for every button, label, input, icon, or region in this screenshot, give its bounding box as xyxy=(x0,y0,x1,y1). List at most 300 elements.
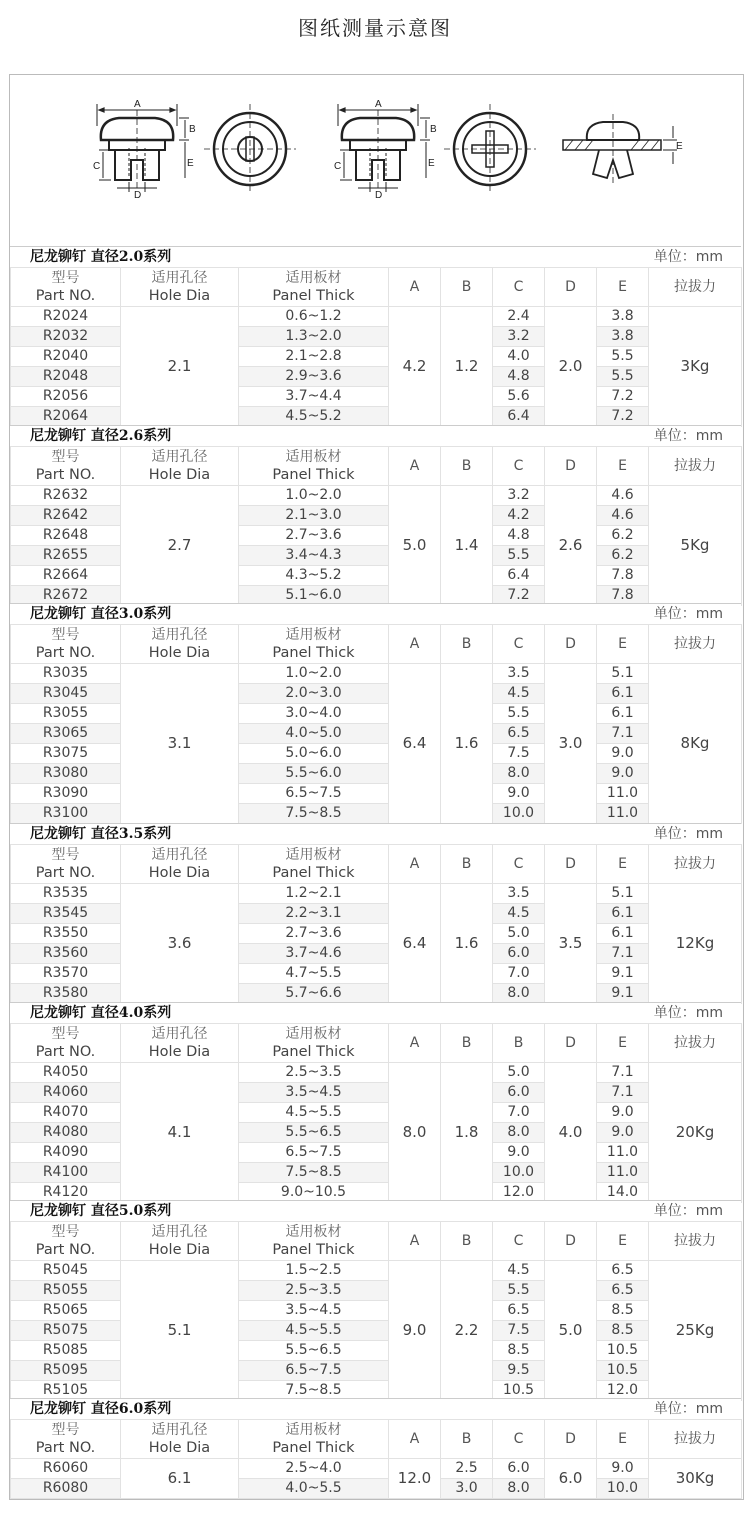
header-col-3: D xyxy=(545,625,597,664)
pull-force: 8Kg xyxy=(649,664,742,824)
header-cn: 型号 xyxy=(51,847,80,863)
dim-e: 10.5 xyxy=(597,1361,649,1381)
table-row xyxy=(11,964,742,984)
panel-thick: 3.4~4.3 xyxy=(239,546,389,566)
dim-d: 2.6 xyxy=(545,486,597,606)
dim-c: 6.5 xyxy=(493,724,545,744)
pull-force: 12Kg xyxy=(649,884,742,1004)
header-en: Part NO. xyxy=(35,865,96,881)
dim-a: 6.4 xyxy=(389,884,441,1004)
header-col-2: C xyxy=(493,625,545,664)
table-row xyxy=(11,664,742,684)
series-name: 尼龙铆钉 直径3.5系列 xyxy=(30,826,172,842)
header-pull-force: 拉拔力 xyxy=(649,447,742,486)
table-row xyxy=(11,1341,742,1361)
header-col-0: A xyxy=(389,1024,441,1063)
pull-force: 5Kg xyxy=(649,486,742,606)
header-pull-force: 拉拔力 xyxy=(649,845,742,884)
dim-c: 4.8 xyxy=(493,367,545,387)
dim-e: 11.0 xyxy=(597,1163,649,1183)
panel-thick: 1.2~2.1 xyxy=(239,884,389,904)
dim-c: 3.2 xyxy=(493,486,545,506)
dim-d: 2.0 xyxy=(545,307,597,427)
hole-dia: 6.1 xyxy=(121,1459,239,1499)
dim-c: 6.0 xyxy=(493,944,545,964)
header-hole-dia xyxy=(121,447,239,486)
dim-e: 7.1 xyxy=(597,944,649,964)
series-block-0 xyxy=(10,246,741,427)
panel-thick: 4.0~5.5 xyxy=(239,1479,389,1499)
panel-thick: 6.5~7.5 xyxy=(239,784,389,804)
series-table xyxy=(10,1221,742,1401)
header-en: Panel Thick xyxy=(272,1440,355,1456)
dim-c: 4.0 xyxy=(493,347,545,367)
dim-c: 6.4 xyxy=(493,407,545,427)
page-title: 图纸测量示意图 xyxy=(298,16,452,40)
header-cn: 适用板材 xyxy=(285,1224,342,1240)
panel-thick: 5.5~6.5 xyxy=(239,1123,389,1143)
header-row xyxy=(11,1024,742,1063)
dim-b: 3.0 xyxy=(441,1479,493,1499)
header-col-4: E xyxy=(597,1222,649,1261)
dim-c: 4.5 xyxy=(493,1261,545,1281)
rivet-installed-view xyxy=(563,114,683,186)
panel-thick: 7.5~8.5 xyxy=(239,804,389,824)
series-block-2 xyxy=(10,603,741,824)
dim-e: 8.5 xyxy=(597,1321,649,1341)
panel-thick: 2.9~3.6 xyxy=(239,367,389,387)
header-part-no xyxy=(11,1024,121,1063)
header-en: Part NO. xyxy=(35,1044,96,1060)
part-number: R2648 xyxy=(11,526,121,546)
dim-c: 5.0 xyxy=(493,1063,545,1083)
table-row xyxy=(11,526,742,546)
unit-label: 单位：mm xyxy=(653,1005,723,1021)
dim-c: 8.0 xyxy=(493,984,545,1004)
rivet-side-view-1 xyxy=(93,99,196,201)
dim-e: 6.5 xyxy=(597,1281,649,1301)
dim-b: 2.5 xyxy=(441,1459,493,1479)
unit-label: 单位：mm xyxy=(653,606,723,622)
dim-c: 7.5 xyxy=(493,1321,545,1341)
series-header xyxy=(10,1200,741,1221)
part-number: R5095 xyxy=(11,1361,121,1381)
pull-force: 20Kg xyxy=(649,1063,742,1203)
header-cn: 适用孔径 xyxy=(151,270,208,286)
series-table xyxy=(10,267,742,427)
svg-text:D: D xyxy=(134,190,142,201)
header-col-3: D xyxy=(545,1420,597,1459)
header-col-0: A xyxy=(389,268,441,307)
header-en: Hole Dia xyxy=(148,865,211,881)
dim-a: 8.0 xyxy=(389,1063,441,1203)
header-cn: 适用板材 xyxy=(285,1422,342,1438)
header-en: Part NO. xyxy=(35,288,96,304)
svg-text:C: C xyxy=(334,161,342,172)
dim-e: 9.0 xyxy=(597,744,649,764)
dim-c: 7.5 xyxy=(493,744,545,764)
header-cn: 型号 xyxy=(51,1422,80,1438)
dim-e: 7.1 xyxy=(597,1063,649,1083)
header-col-3: D xyxy=(545,845,597,884)
table-row xyxy=(11,367,742,387)
part-number: R3075 xyxy=(11,744,121,764)
dim-c: 6.5 xyxy=(493,1301,545,1321)
dim-e: 7.1 xyxy=(597,724,649,744)
dim-e: 6.1 xyxy=(597,904,649,924)
part-number: R4080 xyxy=(11,1123,121,1143)
header-cn: 适用板材 xyxy=(285,449,342,465)
part-number: R3545 xyxy=(11,904,121,924)
table-row xyxy=(11,1321,742,1341)
dim-c: 6.0 xyxy=(493,1459,545,1479)
header-part-no xyxy=(11,1222,121,1261)
header-cn: 适用孔径 xyxy=(151,1026,208,1042)
dim-e: 9.0 xyxy=(597,1103,649,1123)
dim-a: 6.4 xyxy=(389,664,441,824)
panel-thick: 3.5~4.5 xyxy=(239,1083,389,1103)
panel-thick: 5.1~6.0 xyxy=(239,586,389,606)
table-row xyxy=(11,307,742,327)
dim-e: 9.0 xyxy=(597,1459,649,1479)
header-cn: 适用孔径 xyxy=(151,1422,208,1438)
header-pull-force: 拉拔力 xyxy=(649,1222,742,1261)
part-number: R3560 xyxy=(11,944,121,964)
pull-force: 25Kg xyxy=(649,1261,742,1401)
part-number: R3080 xyxy=(11,764,121,784)
dim-a: 9.0 xyxy=(389,1261,441,1401)
header-hole-dia xyxy=(121,1024,239,1063)
header-col-1: B xyxy=(441,1420,493,1459)
header-col-1: B xyxy=(441,845,493,884)
header-col-3: D xyxy=(545,1024,597,1063)
table-row xyxy=(11,704,742,724)
part-number: R4060 xyxy=(11,1083,121,1103)
rivet-side-view-2 xyxy=(334,99,437,201)
header-cn: 适用板材 xyxy=(285,1026,342,1042)
part-number: R3100 xyxy=(11,804,121,824)
table-row xyxy=(11,347,742,367)
dim-c: 12.0 xyxy=(493,1183,545,1203)
dim-d: 4.0 xyxy=(545,1063,597,1203)
header-col-4: E xyxy=(597,1024,649,1063)
series-name: 尼龙铆钉 直径6.0系列 xyxy=(30,1401,172,1417)
panel-thick: 4.7~5.5 xyxy=(239,964,389,984)
panel-thick: 5.0~6.0 xyxy=(239,744,389,764)
header-col-1: B xyxy=(441,625,493,664)
table-row xyxy=(11,546,742,566)
panel-thick: 5.5~6.0 xyxy=(239,764,389,784)
dim-c: 5.5 xyxy=(493,546,545,566)
header-panel-thick xyxy=(239,1420,389,1459)
panel-thick: 5.7~6.6 xyxy=(239,984,389,1004)
header-en: Panel Thick xyxy=(272,865,355,881)
table-row xyxy=(11,1261,742,1281)
header-cn: 适用板材 xyxy=(285,627,342,643)
panel-thick: 1.0~2.0 xyxy=(239,486,389,506)
panel-thick: 4.0~5.0 xyxy=(239,724,389,744)
part-number: R3550 xyxy=(11,924,121,944)
series-block-5 xyxy=(10,1200,741,1401)
dim-c: 4.8 xyxy=(493,526,545,546)
dim-e: 9.1 xyxy=(597,984,649,1004)
dim-a: 12.0 xyxy=(389,1459,441,1499)
header-col-4: E xyxy=(597,268,649,307)
dim-e: 9.1 xyxy=(597,964,649,984)
part-number: R2632 xyxy=(11,486,121,506)
panel-thick: 2.7~3.6 xyxy=(239,526,389,546)
dim-e: 7.8 xyxy=(597,566,649,586)
series-name: 尼龙铆钉 直径2.0系列 xyxy=(30,249,172,265)
dim-e: 14.0 xyxy=(597,1183,649,1203)
unit-label: 单位：mm xyxy=(653,1401,723,1417)
rivet-top-view-1 xyxy=(204,104,296,194)
header-panel-thick xyxy=(239,268,389,307)
panel-thick: 0.6~1.2 xyxy=(239,307,389,327)
dim-c: 2.4 xyxy=(493,307,545,327)
header-col-0: A xyxy=(389,1420,441,1459)
dim-b: 1.8 xyxy=(441,1063,493,1203)
dim-e: 6.1 xyxy=(597,704,649,724)
part-number: R4100 xyxy=(11,1163,121,1183)
header-en: Panel Thick xyxy=(272,1242,355,1258)
dim-e: 11.0 xyxy=(597,1143,649,1163)
hole-dia: 5.1 xyxy=(121,1261,239,1401)
series-block-6 xyxy=(10,1398,741,1499)
panel-thick: 2.5~3.5 xyxy=(239,1063,389,1083)
table-row xyxy=(11,1083,742,1103)
dim-d: 3.0 xyxy=(545,664,597,824)
panel-thick: 3.0~4.0 xyxy=(239,704,389,724)
dim-c: 5.0 xyxy=(493,924,545,944)
series-header xyxy=(10,1398,741,1419)
panel-thick: 2.5~4.0 xyxy=(239,1459,389,1479)
header-hole-dia xyxy=(121,1222,239,1261)
dim-c: 5.5 xyxy=(493,704,545,724)
svg-text:D: D xyxy=(375,190,383,201)
svg-text:E: E xyxy=(428,158,435,169)
header-row xyxy=(11,1222,742,1261)
series-header xyxy=(10,823,741,844)
part-number: R5105 xyxy=(11,1381,121,1401)
dim-e: 5.5 xyxy=(597,367,649,387)
panel-thick: 3.7~4.4 xyxy=(239,387,389,407)
header-en: Panel Thick xyxy=(272,645,355,661)
dim-e: 9.0 xyxy=(597,1123,649,1143)
header-en: Hole Dia xyxy=(148,1044,211,1060)
dim-e: 11.0 xyxy=(597,804,649,824)
header-cn: 型号 xyxy=(51,1224,80,1240)
part-number: R4070 xyxy=(11,1103,121,1123)
header-row xyxy=(11,447,742,486)
dim-c: 4.2 xyxy=(493,506,545,526)
table-row xyxy=(11,684,742,704)
part-number: R3535 xyxy=(11,884,121,904)
table-row xyxy=(11,884,742,904)
table-row xyxy=(11,724,742,744)
dim-c: 9.0 xyxy=(493,1143,545,1163)
part-number: R2672 xyxy=(11,586,121,606)
dim-e: 6.2 xyxy=(597,546,649,566)
dim-e: 11.0 xyxy=(597,784,649,804)
table-row xyxy=(11,407,742,427)
header-en: Hole Dia xyxy=(148,467,211,483)
dim-c: 3.5 xyxy=(493,884,545,904)
dim-c: 10.0 xyxy=(493,1163,545,1183)
part-number: R5055 xyxy=(11,1281,121,1301)
table-row xyxy=(11,566,742,586)
part-number: R3580 xyxy=(11,984,121,1004)
header-en: Hole Dia xyxy=(148,288,211,304)
part-number: R6060 xyxy=(11,1459,121,1479)
header-col-4: E xyxy=(597,625,649,664)
part-number: R2040 xyxy=(11,347,121,367)
header-pull-force: 拉拔力 xyxy=(649,625,742,664)
part-number: R2032 xyxy=(11,327,121,347)
dim-c: 3.2 xyxy=(493,327,545,347)
table-row xyxy=(11,744,742,764)
dim-e: 6.2 xyxy=(597,526,649,546)
header-panel-thick xyxy=(239,1222,389,1261)
svg-text:E: E xyxy=(187,158,194,169)
table-row xyxy=(11,764,742,784)
series-table xyxy=(10,844,742,1004)
header-hole-dia xyxy=(121,845,239,884)
dim-c: 3.5 xyxy=(493,664,545,684)
dim-e: 6.1 xyxy=(597,684,649,704)
series-block-3 xyxy=(10,823,741,1004)
header-cn: 适用孔径 xyxy=(151,449,208,465)
header-col-1: B xyxy=(441,1024,493,1063)
header-cn: 适用孔径 xyxy=(151,847,208,863)
header-col-2: C xyxy=(493,1420,545,1459)
dim-c: 5.6 xyxy=(493,387,545,407)
dim-c: 5.5 xyxy=(493,1281,545,1301)
dim-e: 8.5 xyxy=(597,1301,649,1321)
panel-thick: 9.0~10.5 xyxy=(239,1183,389,1203)
part-number: R2664 xyxy=(11,566,121,586)
hole-dia: 3.6 xyxy=(121,884,239,1004)
header-col-0: A xyxy=(389,447,441,486)
series-name: 尼龙铆钉 直径2.6系列 xyxy=(30,428,172,444)
header-col-2: C xyxy=(493,268,545,307)
series-table xyxy=(10,446,742,606)
dim-c: 10.5 xyxy=(493,1381,545,1401)
dim-e: 4.6 xyxy=(597,506,649,526)
header-pull-force: 拉拔力 xyxy=(649,268,742,307)
header-col-3: D xyxy=(545,447,597,486)
dim-b: 1.2 xyxy=(441,307,493,427)
header-pull-force: 拉拔力 xyxy=(649,1420,742,1459)
header-hole-dia xyxy=(121,625,239,664)
dim-c: 9.0 xyxy=(493,784,545,804)
pull-force: 3Kg xyxy=(649,307,742,427)
dim-e: 10.5 xyxy=(597,1341,649,1361)
panel-thick: 1.0~2.0 xyxy=(239,664,389,684)
part-number: R2024 xyxy=(11,307,121,327)
header-en: Part NO. xyxy=(35,645,96,661)
table-row xyxy=(11,944,742,964)
panel-thick: 4.5~5.5 xyxy=(239,1321,389,1341)
header-col-3: D xyxy=(545,268,597,307)
dim-e: 3.8 xyxy=(597,327,649,347)
part-number: R3570 xyxy=(11,964,121,984)
header-row xyxy=(11,1420,742,1459)
hole-dia: 4.1 xyxy=(121,1063,239,1203)
unit-label: 单位：mm xyxy=(653,249,723,265)
part-number: R5045 xyxy=(11,1261,121,1281)
dim-b: 1.6 xyxy=(441,664,493,824)
table-row xyxy=(11,327,742,347)
panel-thick: 1.5~2.5 xyxy=(239,1261,389,1281)
header-en: Hole Dia xyxy=(148,645,211,661)
panel-thick: 4.5~5.2 xyxy=(239,407,389,427)
table-row xyxy=(11,984,742,1004)
dim-a: 5.0 xyxy=(389,486,441,606)
header-panel-thick xyxy=(239,845,389,884)
series-table xyxy=(10,1419,742,1499)
part-number: R3055 xyxy=(11,704,121,724)
part-number: R6080 xyxy=(11,1479,121,1499)
dim-c: 8.0 xyxy=(493,1123,545,1143)
dim-d: 6.0 xyxy=(545,1459,597,1499)
pull-force: 30Kg xyxy=(649,1459,742,1499)
header-row xyxy=(11,268,742,307)
dim-c: 8.0 xyxy=(493,764,545,784)
part-number: R2048 xyxy=(11,367,121,387)
part-number: R2064 xyxy=(11,407,121,427)
dim-e: 6.1 xyxy=(597,924,649,944)
table-row xyxy=(11,1361,742,1381)
header-en: Part NO. xyxy=(35,1242,96,1258)
panel-thick: 7.5~8.5 xyxy=(239,1381,389,1401)
header-col-0: A xyxy=(389,625,441,664)
header-col-1: B xyxy=(441,268,493,307)
table-row xyxy=(11,1103,742,1123)
dim-d: 3.5 xyxy=(545,884,597,1004)
dim-e: 9.0 xyxy=(597,764,649,784)
panel-thick: 1.3~2.0 xyxy=(239,327,389,347)
header-en: Panel Thick xyxy=(272,467,355,483)
dim-b: 1.6 xyxy=(441,884,493,1004)
part-number: R2655 xyxy=(11,546,121,566)
header-en: Hole Dia xyxy=(148,1440,211,1456)
dim-e: 12.0 xyxy=(597,1381,649,1401)
table-row xyxy=(11,1459,742,1479)
dim-c: 6.0 xyxy=(493,1083,545,1103)
table-row xyxy=(11,1163,742,1183)
panel-thick: 2.0~3.0 xyxy=(239,684,389,704)
part-number: R3045 xyxy=(11,684,121,704)
unit-label: 单位：mm xyxy=(653,826,723,842)
header-col-4: E xyxy=(597,447,649,486)
rivet-top-view-2 xyxy=(444,104,536,194)
part-number: R3090 xyxy=(11,784,121,804)
header-row xyxy=(11,625,742,664)
header-panel-thick xyxy=(239,1024,389,1063)
header-part-no xyxy=(11,845,121,884)
table-row xyxy=(11,1143,742,1163)
part-number: R3065 xyxy=(11,724,121,744)
header-col-3: D xyxy=(545,1222,597,1261)
series-name: 尼龙铆钉 直径4.0系列 xyxy=(30,1005,172,1021)
table-row xyxy=(11,904,742,924)
dim-e: 7.8 xyxy=(597,586,649,606)
dim-c: 10.0 xyxy=(493,804,545,824)
header-col-1: B xyxy=(441,447,493,486)
header-cn: 型号 xyxy=(51,270,80,286)
dim-e: 7.2 xyxy=(597,407,649,427)
